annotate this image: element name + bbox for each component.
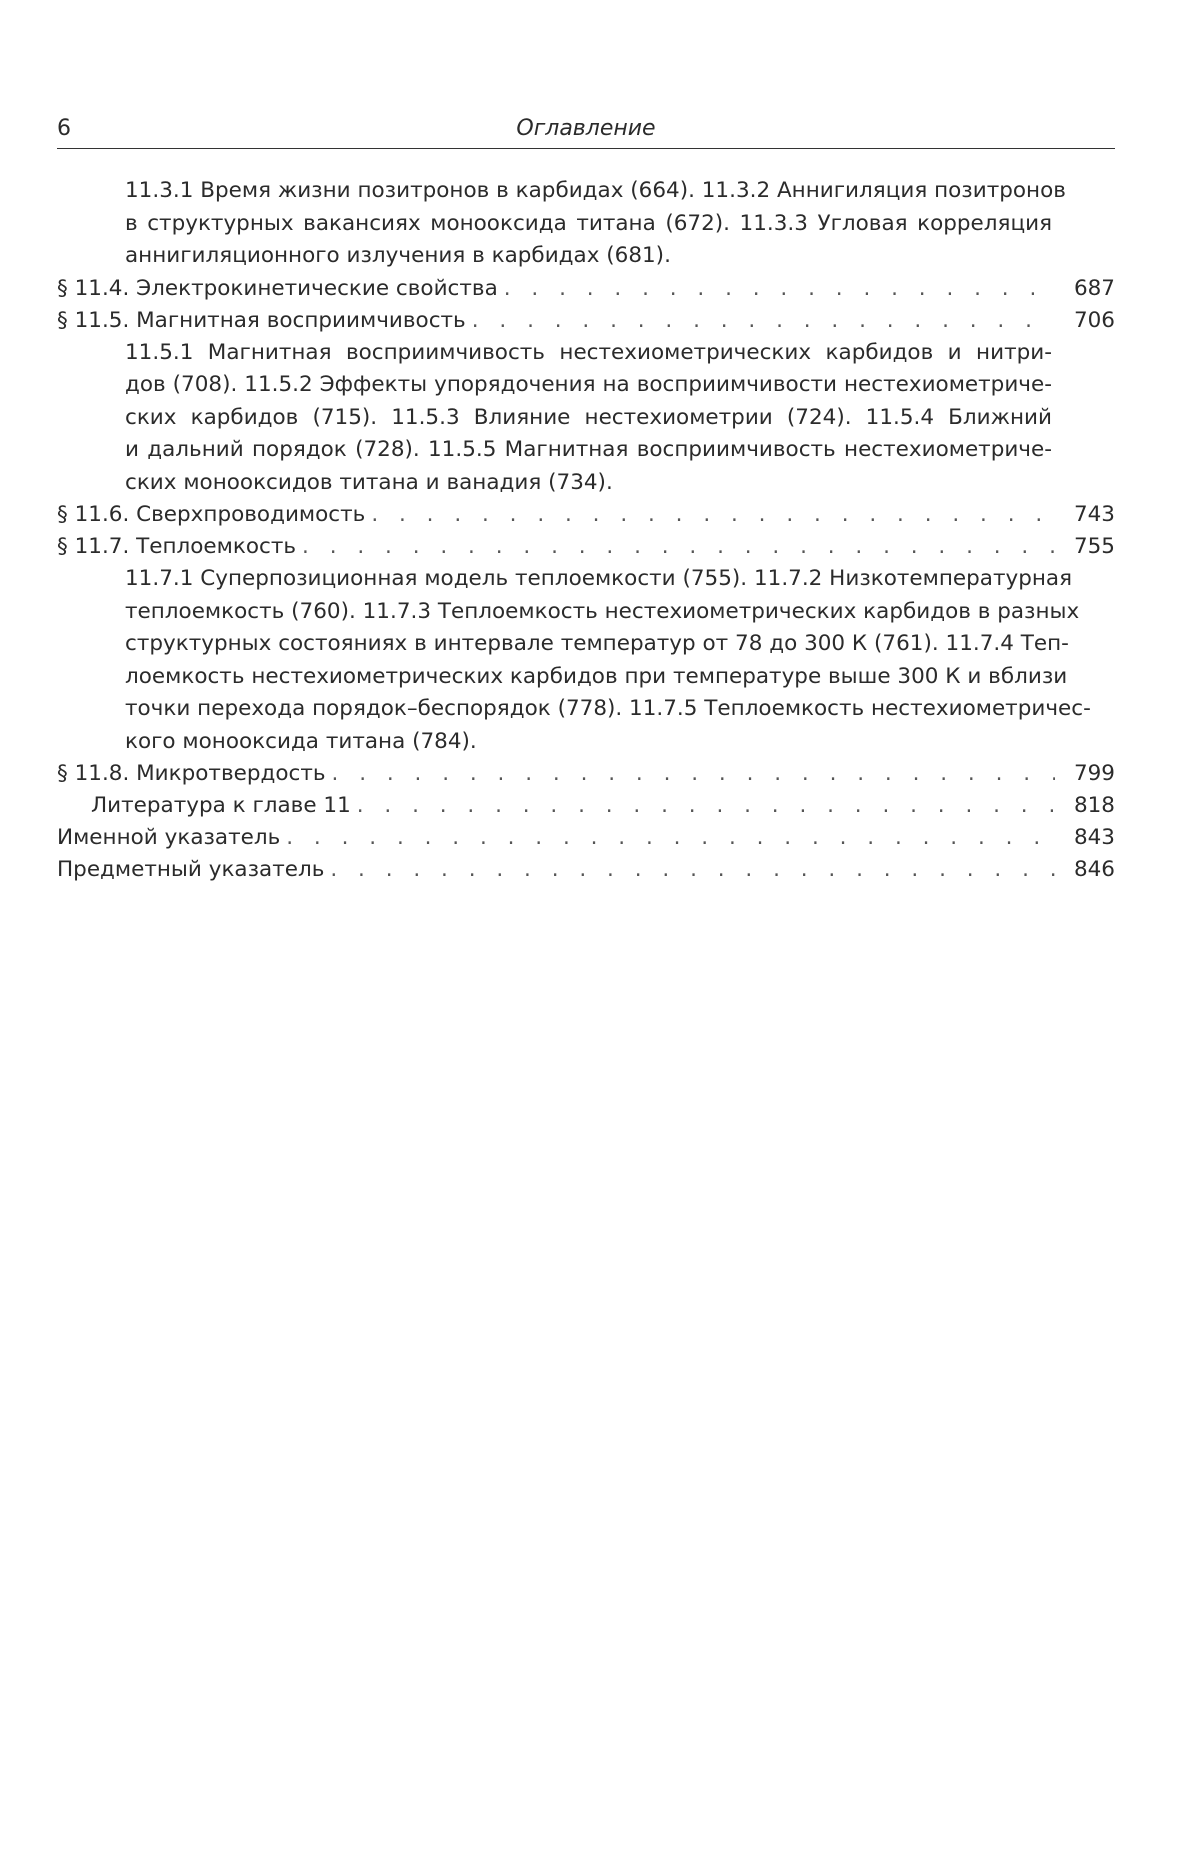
toc-entry-subject-index[interactable] (57, 854, 1115, 886)
subsection-line: структурных состояниях в интервале температур от 78 до 300 К (761). 11.7.4 Теп- (125, 631, 1069, 656)
toc-entry-literature[interactable] (57, 790, 1115, 822)
dot-leader (504, 273, 1055, 305)
toc-entry-page: 846 (1073, 857, 1115, 882)
subsection-line: дов (708). 11.5.2 Эффекты упорядочения на восприимчивости нестехиометриче- (125, 372, 1052, 397)
subsection-line: кого монооксида титана (784). (125, 728, 477, 754)
running-title: Оглавление (516, 116, 656, 141)
toc-entry-11-7[interactable] (57, 531, 1115, 563)
subsection-line: в структурных вакансиях монооксида титана (672). 11.3.3 Угловая корреляция (125, 210, 1052, 236)
subsection-line: 11.3.1 Время жизни позитронов в карбидах (664). 11.3.2 Аннигиляция позитронов (125, 178, 1066, 203)
dot-leader (357, 790, 1055, 822)
toc-entry-label: § 11.5. Магнитная восприимчивость (57, 307, 466, 333)
subsection-line: теплоемкость (760). 11.7.3 Теплоемкость нестехиометрических карбидов в разных (125, 598, 1080, 624)
toc-entry-11-5[interactable] (57, 305, 1115, 337)
subsection-line: 11.5.1 Магнитная восприимчивость нестехиометрических карбидов и нитри- (125, 339, 1052, 365)
toc-entry-label: Именной указатель (57, 825, 281, 850)
toc-entry-page: 843 (1073, 825, 1115, 850)
toc-entry-label: § 11.4. Электрокинетические свойства (57, 275, 498, 301)
toc-entry-label: § 11.7. Теплоемкость (57, 534, 297, 559)
subsection-line: ских карбидов (715). 11.5.3 Влияние нестехиометрии (724). 11.5.4 Ближний (125, 404, 1052, 430)
subsection-line: лоемкость нестехиометрических карбидов при температуре выше 300 К и вблизи (125, 663, 1068, 689)
toc-entry-label: § 11.6. Сверхпроводимость (57, 502, 366, 527)
toc-entry-name-index[interactable] (57, 822, 1115, 854)
toc-entry-11-6[interactable] (57, 499, 1115, 531)
subsection-line: ских монооксидов титана и ванадия (734). (125, 469, 613, 495)
subsection-list-11-7 (125, 563, 1115, 758)
subsection-line: точки перехода порядок–беспорядок (778). 11.7.5 Теплоемкость нестехиометричес- (125, 696, 1091, 721)
toc-entry-page: 799 (1073, 761, 1115, 786)
dot-leader (371, 499, 1055, 531)
toc-entry-page: 743 (1073, 502, 1115, 527)
subsection-list-11-5 (125, 337, 1115, 500)
subsection-list-11-3 (125, 175, 1115, 273)
dot-leader (286, 822, 1055, 854)
toc-entry-page: 706 (1073, 307, 1115, 333)
toc-entry-11-4[interactable] (57, 273, 1115, 305)
table-of-contents (57, 175, 1115, 886)
toc-entry-label: Литература к главе 11 (91, 793, 351, 818)
page-number: 6 (57, 116, 71, 141)
dot-leader (330, 854, 1055, 886)
toc-entry-label: § 11.8. Микротвердость (57, 761, 326, 786)
page-header (57, 112, 1115, 149)
toc-entry-page: 687 (1073, 275, 1115, 301)
subsection-line: 11.7.1 Суперпозиционная модель теплоемкости (755). 11.7.2 Низкотемпературная (125, 566, 1073, 591)
toc-entry-label: Предметный указатель (57, 857, 325, 882)
toc-entry-11-8[interactable] (57, 758, 1115, 790)
dot-leader (302, 531, 1055, 563)
dot-leader (332, 758, 1055, 790)
subsection-line: аннигиляционного излучения в карбидах (681). (125, 243, 671, 268)
dot-leader (472, 305, 1055, 337)
subsection-line: и дальний порядок (728). 11.5.5 Магнитная восприимчивость нестехиометриче- (125, 437, 1052, 462)
toc-entry-page: 818 (1073, 793, 1115, 818)
toc-entry-page: 755 (1073, 534, 1115, 559)
